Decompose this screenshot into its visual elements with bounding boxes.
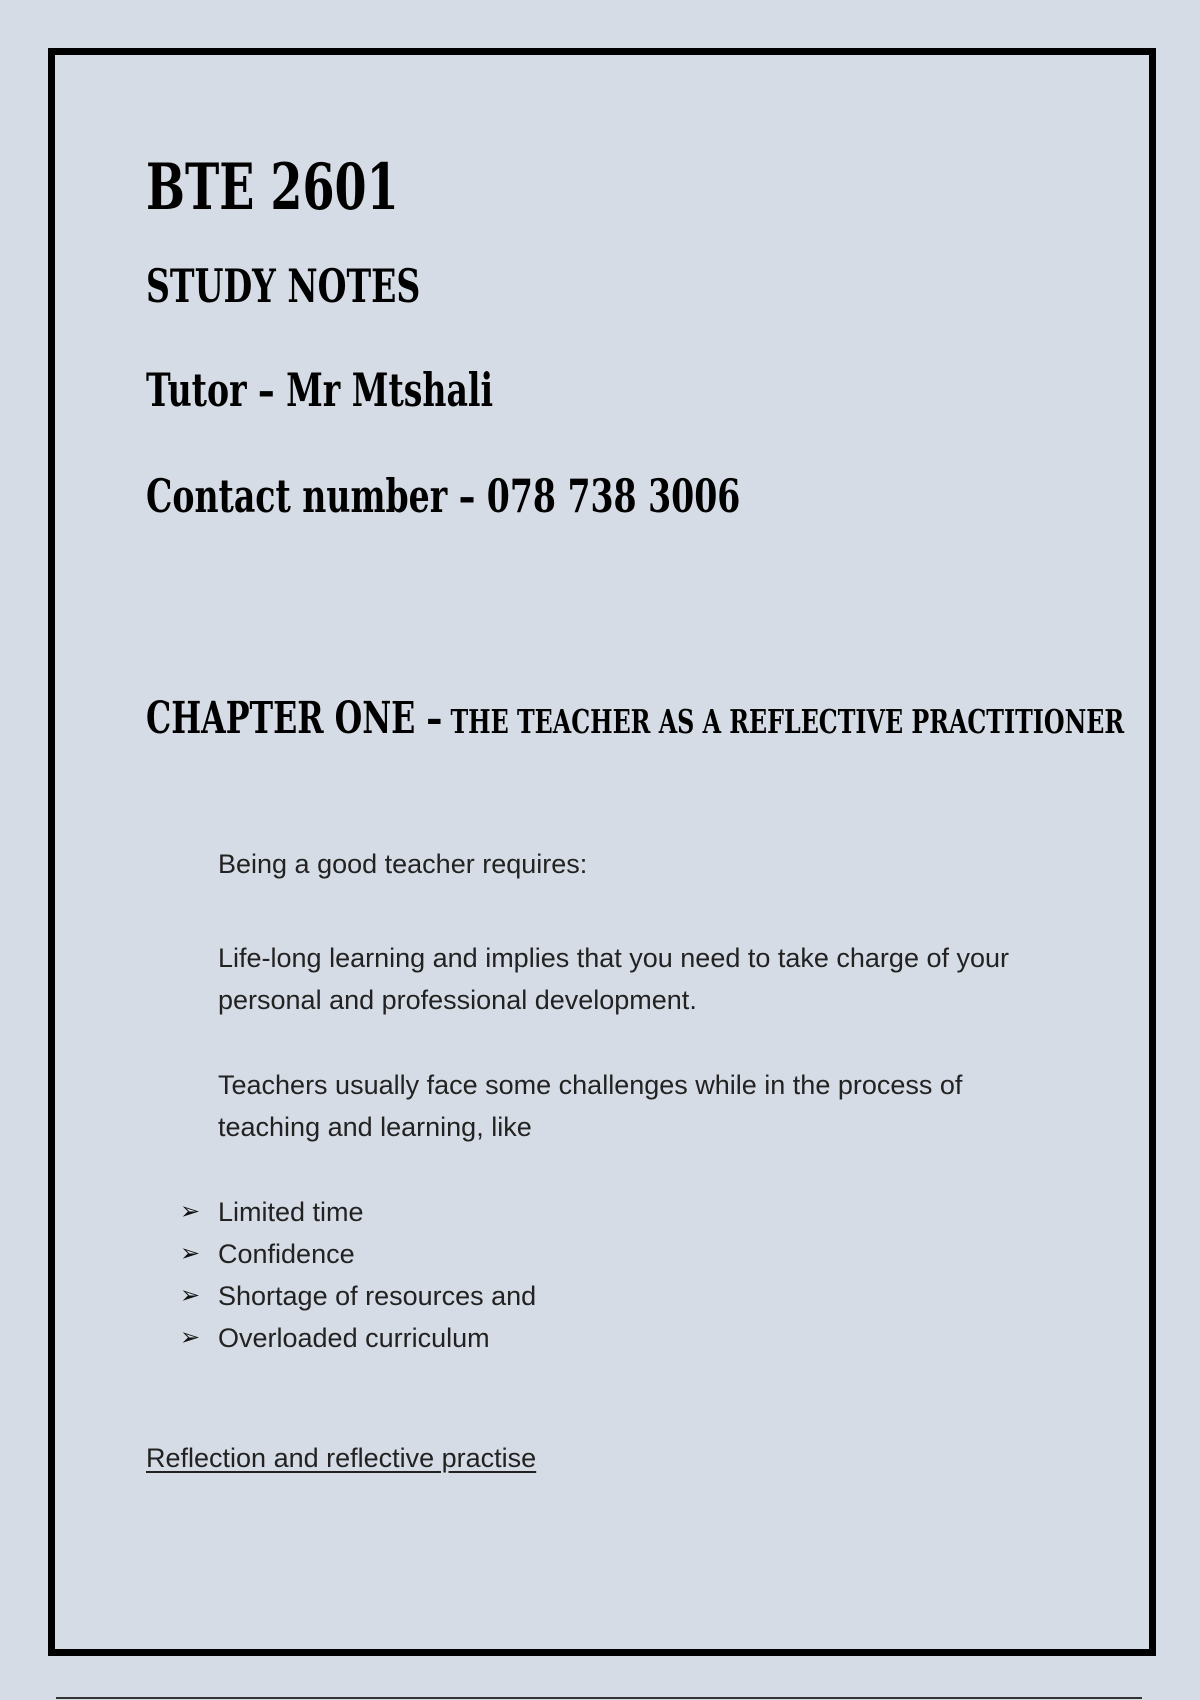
- challenge-list: [180, 1191, 536, 1359]
- section-heading-reflection: Reflection and reflective practise: [146, 1443, 537, 1473]
- requires-paragraph: Being a good teacher requires:: [218, 849, 588, 879]
- course-code: BTE 2601: [146, 150, 399, 225]
- bottom-rule: [56, 1697, 1142, 1699]
- chapter-subtitle: THE TEACHER AS A REFLECTIVE PRACTITIONER: [442, 702, 1125, 741]
- arrowhead-bullet-icon: ➢: [180, 1198, 201, 1225]
- chapter-heading: [146, 692, 1124, 749]
- list-item: [180, 1233, 536, 1275]
- list-item: [180, 1317, 536, 1359]
- arrowhead-bullet-icon: ➢: [180, 1240, 201, 1267]
- list-item: [180, 1191, 536, 1233]
- arrowhead-bullet-icon: ➢: [180, 1282, 201, 1309]
- chapter-title: CHAPTER ONE –: [146, 693, 443, 744]
- arrowhead-bullet-icon: ➢: [180, 1324, 201, 1351]
- lifelong-paragraph: Life-long learning and implies that you need to take charge of your personal and professional development.: [218, 943, 1010, 1015]
- study-notes-title: STUDY NOTES: [146, 259, 421, 313]
- tutor-name: Tutor – Mr Mtshali: [146, 363, 494, 417]
- list-item-label: Limited time: [218, 1197, 364, 1227]
- list-item-label: Overloaded curriculum: [218, 1323, 490, 1353]
- list-item: [180, 1275, 536, 1317]
- list-item-label: Shortage of resources and: [218, 1281, 537, 1311]
- contact-number: Contact number – 078 738 3006: [146, 469, 741, 523]
- list-item-label: Confidence: [218, 1239, 355, 1269]
- challenges-paragraph: Teachers usually face some challenges while in the process of teaching and learning, like: [218, 1070, 963, 1142]
